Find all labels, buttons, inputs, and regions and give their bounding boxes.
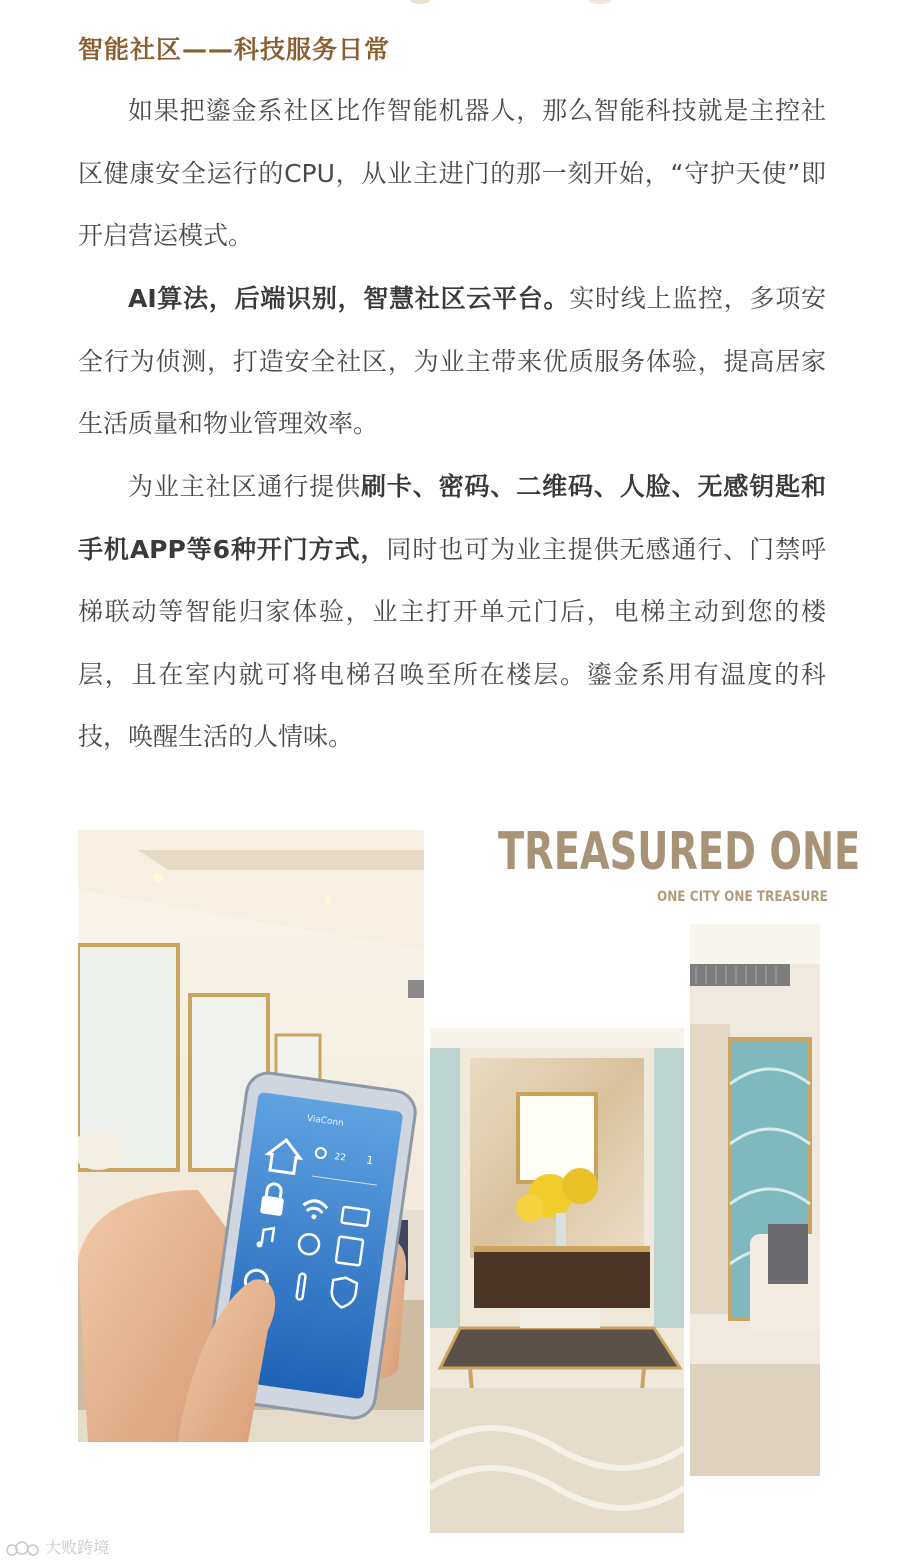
svg-text:1: 1 [365,1153,375,1168]
brand-title: TREASURED ONE [498,822,861,882]
paragraph-intro: 如果把鎏金系社区比作智能机器人，那么智能科技就是主控社区健康安全运行的CPU，从业主进门的那一刻开始，“守护天使”即开启营运模式。 [78,96,826,250]
phone-brand-text: ViaConn [306,1113,345,1129]
paragraph-ai-platform [78,268,826,456]
svg-text:22: 22 [333,1152,347,1164]
access-methods-highlight: 刷卡、密码、二维码、人脸、无感钥匙和手机APP等6种开门方式， [78,472,826,564]
section-heading: 智能社区——科技服务日常 [78,35,391,64]
ai-platform-text: 实时线上监控，多项安全行为侦测，打造安全社区，为业主带来优质服务体验，提高居家生活质量和物业管理效率。 [78,284,826,438]
watermark [6,1535,109,1558]
watermark-text: 大败跨境 [45,1538,110,1557]
access-intro-text: 为业主社区通行提供 [128,472,361,501]
living-room-sofa-photo [690,924,820,1476]
ai-platform-highlight: AI算法，后端识别，智慧社区云平台。 [128,284,570,313]
living-room-console-photo [430,1028,684,1533]
smartphone-living-room-photo [78,830,424,1442]
watermark-logo-icon [6,1540,40,1558]
paragraph-access-methods [78,456,826,769]
brand-subtitle: ONE CITY ONE TREASURE [657,889,828,905]
access-rest-text: 同时也可为业主提供无感通行、门禁呼梯联动等智能归家体验，业主打开单元门后，电梯主动到您的楼层，且在室内就可将电梯召唤至所在楼层。鎏金系用有温度的科技，唤醒生活的人情味。 [78,534,826,751]
top-decoration [0,0,900,12]
